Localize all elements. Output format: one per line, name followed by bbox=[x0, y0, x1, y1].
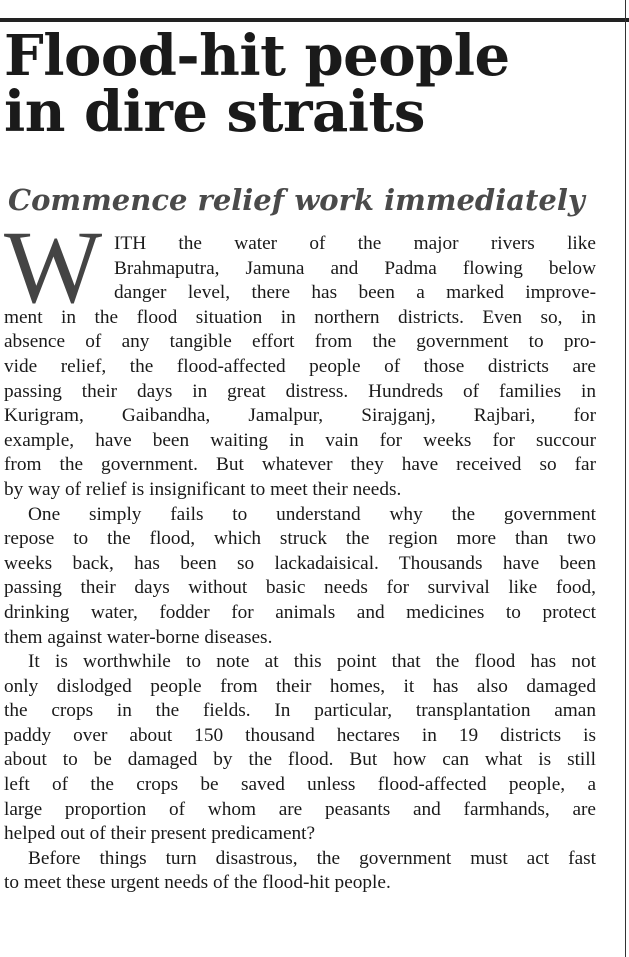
article-paragraph bbox=[4, 847, 596, 896]
paragraph-line: drinking water, fodder for animals and medicines to protect bbox=[4, 601, 596, 623]
article-paragraph bbox=[4, 650, 596, 847]
paragraph-line: Kurigram, Gaibandha, Jamalpur, Sirajganj, Rajbari, for bbox=[4, 405, 596, 427]
paragraph-line: absence of any tangible effort from the government to pro- bbox=[4, 331, 596, 353]
paragraph-line: from the government. But whatever they have received so far bbox=[4, 454, 596, 476]
paragraph-line: danger level, there has been a marked improve- bbox=[114, 282, 596, 304]
article-paragraph bbox=[4, 503, 596, 651]
paragraph-line: about to be damaged by the flood. But how can what is still bbox=[4, 749, 596, 771]
subheadline: Commence relief work immediately bbox=[8, 183, 585, 217]
paragraph-line: paddy over about 150 thousand hectares in 19 districts is bbox=[4, 724, 596, 746]
article-paragraph bbox=[4, 232, 596, 503]
headline bbox=[4, 23, 614, 145]
drop-cap: W bbox=[4, 210, 103, 325]
paragraph-line: to meet these urgent needs of the flood-hit people. bbox=[4, 872, 391, 894]
paragraph-line: ITH the water of the major rivers like bbox=[114, 233, 596, 254]
paragraph-line: passing their days without basic needs for survival like food, bbox=[4, 577, 596, 599]
paragraph-line: by way of relief is insignificant to meet their needs. bbox=[4, 478, 402, 500]
headline-line-2: in dire straits bbox=[4, 79, 425, 145]
paragraph-line: It is worthwhile to note at this point that the flood has not bbox=[28, 651, 596, 673]
paragraph-line: left of the crops be saved unless flood-affected people, a bbox=[4, 774, 596, 796]
paragraph-line: Brahmaputra, Jamuna and Padma flowing below bbox=[114, 257, 596, 279]
paragraph-line: the crops in the fields. In particular, transplantation aman bbox=[4, 700, 596, 722]
paragraph-line: repose to the flood, which struck the region more than two bbox=[4, 528, 596, 550]
paragraph-line: ment in the flood situation in northern districts. Even so, in bbox=[4, 306, 596, 328]
paragraph-line: weeks back, has been so lackadaisical. Thousands have been bbox=[4, 552, 596, 574]
paragraph-line: vide relief, the flood-affected people of those districts are bbox=[4, 355, 596, 377]
paragraph-line: helped out of their present predicament? bbox=[4, 823, 316, 845]
paragraph-line: large proportion of whom are peasants and farmhands, are bbox=[4, 798, 596, 820]
article-body bbox=[4, 232, 596, 896]
paragraph-line: only dislodged people from their homes, it has also damaged bbox=[4, 675, 596, 697]
top-rule bbox=[0, 18, 629, 22]
column-rule bbox=[625, 0, 626, 957]
paragraph-line: One simply fails to understand why the government bbox=[28, 503, 596, 525]
paragraph-line: example, have been waiting in vain for weeks for succour bbox=[4, 429, 596, 451]
paragraph-line: them against water-borne diseases. bbox=[4, 626, 273, 648]
headline-line-1: Flood-hit people bbox=[4, 23, 510, 89]
paragraph-line: Before things turn disastrous, the government must act fast bbox=[28, 847, 596, 869]
paragraph-line: passing their days in great distress. Hundreds of families in bbox=[4, 380, 596, 402]
